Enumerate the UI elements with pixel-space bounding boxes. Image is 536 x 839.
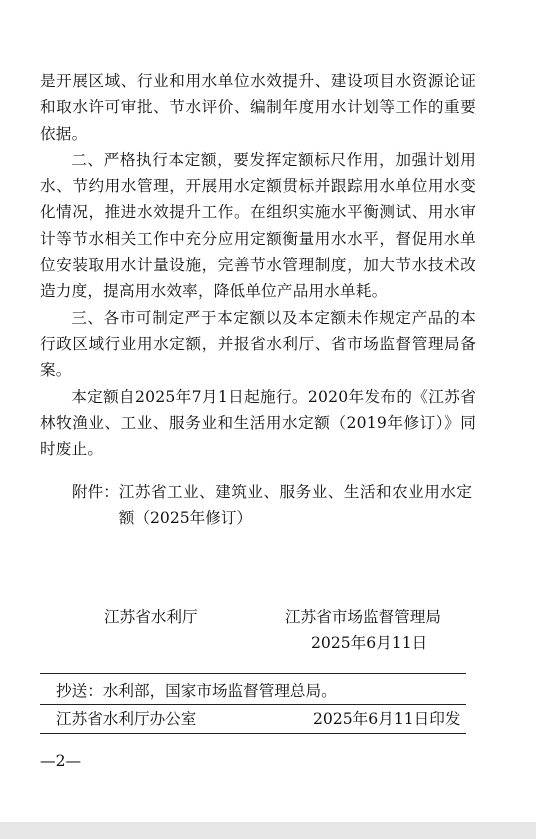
issuing-office: 江苏省水利厅办公室 (56, 710, 197, 728)
footer-top-rule (40, 673, 466, 674)
signature-water-resources-dept: 江苏省水利厅 (104, 608, 198, 626)
paragraph-item-two: 二、严格执行本定额，要发挥定额标尺作用，加强计划用水、节约用水管理，开展用水定额贯标并跟踪用水单位用水变化情况，推进水效提升工作。在组织实施水平衡测试、用水审计等节水相关工作中充分应用定额衡量用水水平，督促用水单位安装取用水计量设施，完善节水管理制度，加大节水技术改造力度，提高用水效率，降低单位产品用水单耗。 (40, 150, 476, 301)
signature-market-regulation-bureau: 江苏省市场监督管理局 (285, 608, 441, 626)
issue-date: 2025年6月11日印发 (313, 710, 461, 728)
paragraph-item-three: 三、各市可制定严于本定额以及本定额未作规定产品的本行政区域行业用水定额，并报省水利厅、省市场监督管理局备案。 (40, 308, 476, 380)
attachment-title: 江苏省工业、建筑业、服务业、生活和农业用水定额（2025年修订） (118, 483, 472, 528)
attachment-label: 附件： (72, 483, 119, 501)
paragraph-effective-date: 本定额自2025年7月1日起施行。2020年发布的《江苏省林牧渔业、工业、服务业和生活用水定额（2019年修订）》同时废止。 (40, 387, 476, 459)
cc-line: 抄送：水利部，国家市场监督管理总局。 (56, 682, 337, 700)
document-body (40, 68, 476, 462)
attachment-note (72, 479, 472, 532)
viewer-background-strip (0, 822, 536, 839)
footer-middle-rule (40, 704, 466, 705)
signature-date: 2025年6月11日 (311, 634, 428, 652)
paragraph-continuation: 是开展区域、行业和用水单位水效提升、建设项目水资源论证和取水许可审批、节水评价、编制年度用水计划等工作的重要依据。 (40, 72, 476, 143)
page-number: —2— (40, 752, 82, 770)
footer-bottom-rule (40, 733, 466, 734)
